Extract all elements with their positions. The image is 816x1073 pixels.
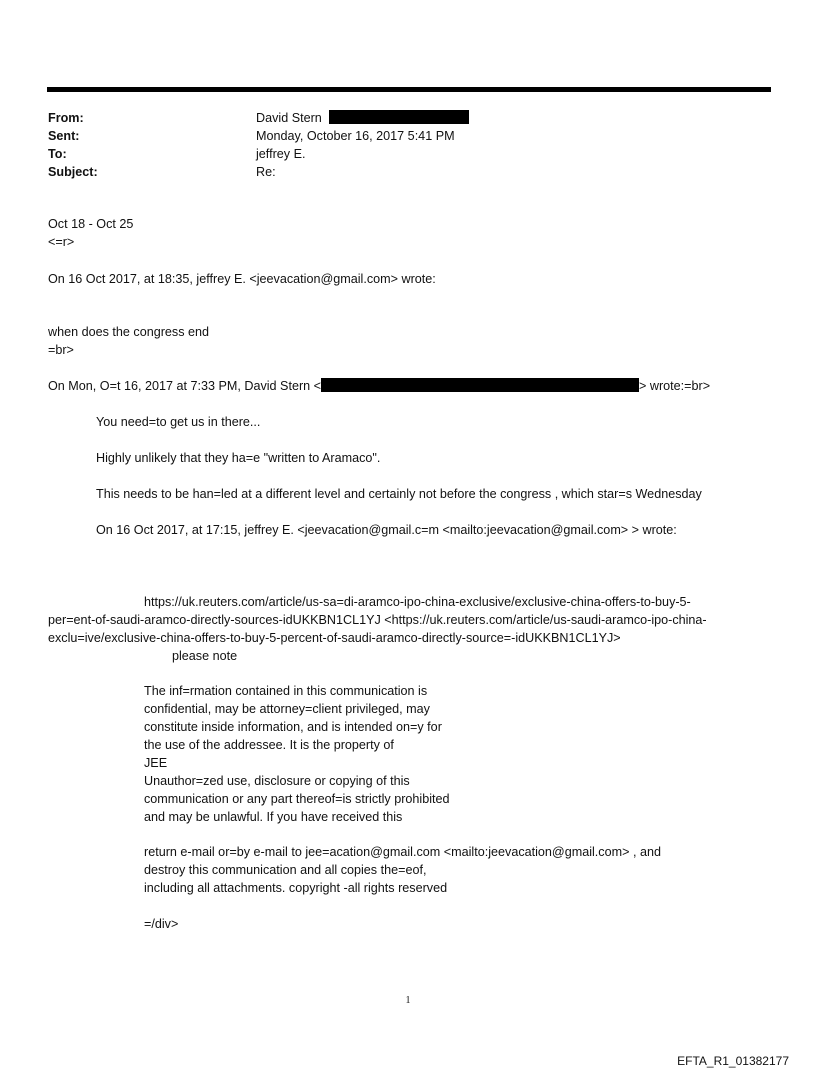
redaction-box	[329, 110, 469, 124]
return-line: return e-mail or=by e-mail to jee=acation@gmail.com <mailto:jeevacation@gmail.com> , and	[144, 845, 661, 859]
question-line: when does the congress end	[48, 325, 210, 339]
disclaimer-line: constitute inside information, and is intended on=y for	[144, 720, 442, 734]
quote-intro: On 16 Oct 2017, at 17:15, jeffrey E. <jeevacation@gmail.c=m <mailto:jeevacation@gmail.com> > wrote:	[96, 523, 677, 537]
from-name: David Stern	[256, 111, 322, 125]
link-line: https://uk.reuters.com/article/us-sa=di-aramco-ipo-china-exclusive/exclusive-china-offers-to-buy-5-	[144, 595, 691, 609]
sent-value: Monday, October 16, 2017 5:41 PM	[256, 129, 455, 143]
bates-number: EFTA_R1_01382177	[677, 1054, 789, 1068]
disclaimer-line: JEE	[144, 756, 168, 770]
header-rule	[47, 87, 771, 92]
disclaimer-line: The inf=rmation contained in this communication is	[144, 684, 428, 698]
disclaimer-line: the use of the addressee. It is the property of	[144, 738, 394, 752]
link-line: exclu=ive/exclusive-china-offers-to-buy-5-percent-of-saudi-aramco-directly-source=-idUKKBN1CL1YJ>	[48, 631, 621, 645]
br-text: =br>	[48, 343, 74, 357]
body-line: This needs to be han=led at a different level and certainly not before the congress , which star=s Wednesday	[96, 487, 702, 501]
dates-line: Oct 18 - Oct 25	[48, 217, 134, 231]
return-block	[144, 843, 661, 897]
disclaimer-line: communication or any part thereof=is strictly prohibited	[144, 792, 450, 806]
quote-intro-redacted	[48, 377, 710, 395]
from-value	[256, 109, 469, 127]
quote-intro-end: > wrote:=br>	[639, 379, 711, 393]
sent-label: Sent:	[48, 129, 80, 143]
disclaimer-block	[144, 682, 450, 826]
page-number: 1	[405, 995, 411, 1006]
br-text: <=r>	[48, 235, 75, 249]
disclaimer-line: and may be unlawful. If you have received this	[144, 810, 403, 824]
body-line: You need=to get us in there...	[96, 415, 261, 429]
quote-intro: On 16 Oct 2017, at 18:35, jeffrey E. <jeevacation@gmail.com> wrote:	[48, 272, 436, 286]
subject-value: Re:	[256, 165, 276, 179]
to-label: To:	[48, 147, 67, 161]
div-close-text: =/div>	[144, 917, 179, 931]
return-line: destroy this communication and all copies the=eof,	[144, 863, 427, 877]
body-line: Highly unlikely that they ha=e "written to Aramaco".	[96, 451, 381, 465]
quote-intro-start: On Mon, O=t 16, 2017 at 7:33 PM, David Stern <	[48, 379, 322, 393]
return-line: including all attachments. copyright -all rights reserved	[144, 881, 448, 895]
from-label: From:	[48, 111, 84, 125]
subject-label: Subject:	[48, 165, 98, 179]
disclaimer-line: confidential, may be attorney=client privileged, may	[144, 702, 430, 716]
redaction-box	[321, 378, 639, 392]
link-line: per=ent-of-saudi-aramco-directly-sources-idUKKBN1CL1YJ <https://uk.reuters.com/article/us-saudi-aramco-ipo-china-	[48, 613, 707, 627]
disclaimer-line: Unauthor=zed use, disclosure or copying of this	[144, 774, 410, 788]
please-note: please note	[172, 649, 238, 663]
to-value: jeffrey E.	[256, 147, 306, 161]
